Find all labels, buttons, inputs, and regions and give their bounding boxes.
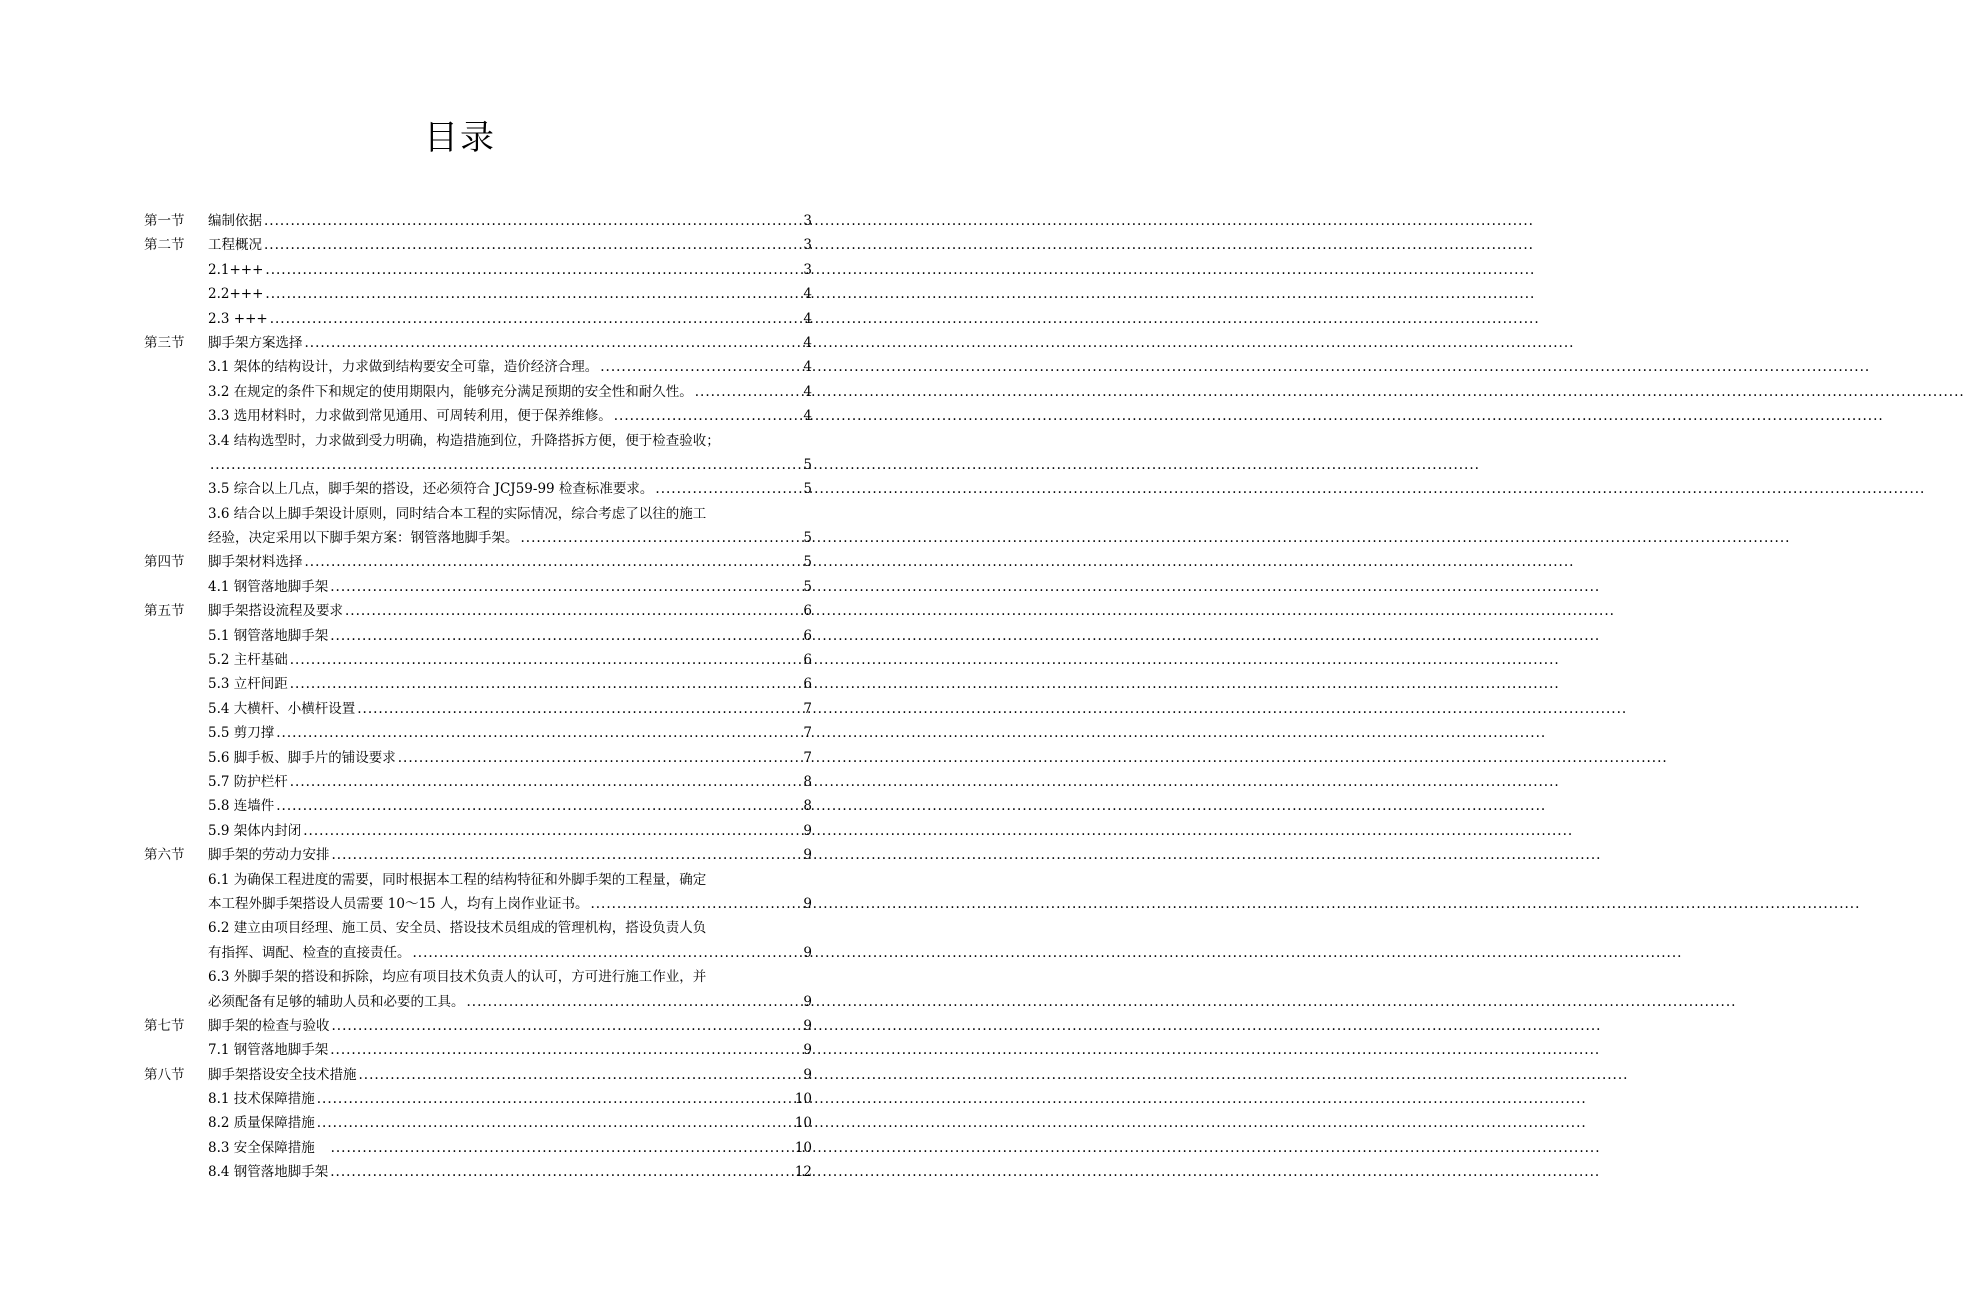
toc-leader-dots xyxy=(332,843,802,867)
toc-leader-dots xyxy=(303,819,801,843)
toc-entry-text: 8.3 安全保障措施 xyxy=(208,1139,315,1156)
toc-page-number: 4 xyxy=(803,359,812,376)
toc-subsection-entry[interactable] xyxy=(144,258,812,282)
toc-leader-dots xyxy=(210,453,801,477)
toc-entry-text: 脚手架的检查与验收 xyxy=(208,1017,330,1034)
toc-entry-text: 7.1 钢管落地脚手架 xyxy=(208,1042,329,1059)
toc-leader-dots xyxy=(270,307,802,331)
toc-subsection-entry[interactable] xyxy=(144,477,812,501)
toc-page-number: 9 xyxy=(803,1066,812,1083)
toc-section-entry[interactable] xyxy=(144,1014,812,1038)
toc-entry-continuation xyxy=(144,453,812,477)
toc-leader-dots xyxy=(359,1063,802,1087)
toc-leader-dots xyxy=(276,794,801,818)
toc-leader-dots xyxy=(330,1038,801,1062)
toc-page-number: 6 xyxy=(803,627,812,644)
toc-leader-dots xyxy=(521,526,802,550)
toc-entry-text: 5.1 钢管落地脚手架 xyxy=(208,627,329,644)
toc-entry-text: 6.2 建立由项目经理、施工员、安全员、搭设技术员组成的管理机构，搭设负责人负 xyxy=(208,920,707,937)
toc-entry-text: 8.1 技术保障措施 xyxy=(208,1091,315,1108)
toc-entry-text-continued: 有指挥、调配、检查的直接责任。 xyxy=(208,944,411,961)
toc-page-number: 7 xyxy=(803,725,812,742)
toc-subsection-entry[interactable] xyxy=(144,746,812,770)
page-title: 目录 xyxy=(424,118,496,158)
toc-page-number: 4 xyxy=(803,334,812,351)
toc-section-entry[interactable] xyxy=(144,233,812,257)
toc-subsection-entry[interactable] xyxy=(144,1111,812,1135)
toc-leader-dots xyxy=(413,941,802,965)
toc-section-number: 第三节 xyxy=(144,334,185,351)
toc-subsection-entry[interactable] xyxy=(144,819,812,843)
toc-entry-text: 6.3 外脚手架的搭设和拆除，均应有项目技术负责人的认可，方可进行施工作业，并 xyxy=(208,969,707,986)
toc-entry-text: 5.7 防护栏杆 xyxy=(208,773,288,790)
toc-leader-dots xyxy=(264,209,801,233)
toc-page-number: 7 xyxy=(803,700,812,717)
toc-leader-dots xyxy=(655,477,801,501)
toc-leader-dots xyxy=(265,282,801,306)
toc-page-number: 8 xyxy=(803,773,812,790)
toc-section-entry[interactable] xyxy=(144,599,812,623)
toc-leader-dots xyxy=(265,258,801,282)
toc-subsection-entry[interactable] xyxy=(144,502,812,526)
toc-entry-text: 5.6 脚手板、脚手片的铺设要求 xyxy=(208,749,396,766)
toc-leader-dots xyxy=(330,624,801,648)
toc-page-number: 5 xyxy=(803,554,812,571)
toc-page-number: 4 xyxy=(803,286,812,303)
toc-page-number: 9 xyxy=(803,847,812,864)
toc-subsection-entry[interactable] xyxy=(144,721,812,745)
toc-subsection-entry[interactable] xyxy=(144,1136,812,1160)
toc-page-number: 8 xyxy=(803,798,812,815)
toc-page-number: 6 xyxy=(803,676,812,693)
toc-leader-dots xyxy=(290,672,802,696)
toc-page-number: 5 xyxy=(803,481,812,498)
toc-leader-dots xyxy=(330,1160,793,1184)
toc-subsection-entry[interactable] xyxy=(144,380,812,404)
toc-entry-continuation xyxy=(144,990,812,1014)
toc-leader-dots xyxy=(695,380,802,404)
table-of-contents xyxy=(144,209,812,1185)
toc-page-number: 3 xyxy=(803,261,812,278)
toc-leader-dots xyxy=(357,697,801,721)
toc-page-number: 9 xyxy=(803,822,812,839)
toc-section-entry[interactable] xyxy=(144,209,812,233)
toc-subsection-entry[interactable] xyxy=(144,575,812,599)
toc-section-entry[interactable] xyxy=(144,843,812,867)
toc-subsection-entry[interactable] xyxy=(144,868,812,892)
toc-subsection-entry[interactable] xyxy=(144,672,812,696)
toc-leader-dots xyxy=(345,599,801,623)
toc-page-number: 9 xyxy=(803,1042,812,1059)
toc-entry-text: 脚手架的劳动力安排 xyxy=(208,847,330,864)
toc-page-number: 9 xyxy=(803,895,812,912)
toc-page-number: 4 xyxy=(803,383,812,400)
toc-entry-continuation xyxy=(144,526,812,550)
toc-leader-dots xyxy=(305,550,802,574)
toc-leader-dots xyxy=(317,1087,793,1111)
toc-subsection-entry[interactable] xyxy=(144,648,812,672)
toc-page-number: 4 xyxy=(803,310,812,327)
toc-page-number: 5 xyxy=(803,530,812,547)
toc-section-number: 第一节 xyxy=(144,213,185,229)
toc-leader-dots xyxy=(614,404,802,428)
toc-entry-text: 5.5 剪刀撑 xyxy=(208,725,275,742)
toc-entry-continuation xyxy=(144,892,812,916)
toc-page-number: 7 xyxy=(803,749,812,766)
toc-entry-text: 2.2+++ xyxy=(208,286,264,303)
toc-subsection-entry[interactable] xyxy=(144,1038,812,1062)
toc-entry-text: 3.2 在规定的条件下和规定的使用期限内，能够充分满足预期的安全性和耐久性。 xyxy=(208,383,693,400)
toc-entry-text: 8.2 质量保障措施 xyxy=(208,1115,315,1132)
toc-leader-dots xyxy=(264,233,801,257)
toc-page-number: 3 xyxy=(803,237,812,254)
toc-entry-text: 3.4 结构选型时，力求做到受力明确，构造措施到位，升降搭拆方便，便于检查验收； xyxy=(208,432,720,449)
toc-entry-text: 5.9 架体内封闭 xyxy=(208,822,302,839)
toc-subsection-entry[interactable] xyxy=(144,1160,812,1184)
toc-section-entry[interactable] xyxy=(144,1063,812,1087)
toc-subsection-entry[interactable] xyxy=(144,429,812,453)
toc-page-number: 9 xyxy=(803,1017,812,1034)
toc-section-entry[interactable] xyxy=(144,550,812,574)
toc-subsection-entry[interactable] xyxy=(144,965,812,989)
toc-page-number: 10 xyxy=(794,1091,812,1108)
toc-subsection-entry[interactable] xyxy=(144,355,812,379)
toc-subsection-entry[interactable] xyxy=(144,307,812,331)
toc-entry-text: 脚手架方案选择 xyxy=(208,334,303,351)
toc-leader-dots xyxy=(467,990,802,1014)
toc-entry-text-continued: 必须配备有足够的辅助人员和必要的工具。 xyxy=(208,993,465,1010)
toc-page-number: 5 xyxy=(803,578,812,595)
toc-page-number: 12 xyxy=(794,1164,812,1181)
toc-entry-text: 脚手架搭设安全技术措施 xyxy=(208,1066,357,1083)
toc-leader-dots xyxy=(590,892,801,916)
toc-leader-dots xyxy=(276,721,801,745)
toc-section-number: 第八节 xyxy=(144,1066,185,1083)
toc-section-number: 第四节 xyxy=(144,554,185,571)
toc-leader-dots xyxy=(600,355,801,379)
toc-page-number: 10 xyxy=(794,1115,812,1132)
toc-subsection-entry[interactable] xyxy=(144,624,812,648)
toc-leader-dots xyxy=(317,1111,793,1135)
toc-entry-continuation xyxy=(144,941,812,965)
toc-page-number: 9 xyxy=(803,944,812,961)
toc-leader-dots xyxy=(290,648,802,672)
toc-entry-text: 5.3 立杆间距 xyxy=(208,676,288,693)
toc-leader-dots xyxy=(332,1014,802,1038)
toc-section-number: 第六节 xyxy=(144,847,185,864)
toc-entry-text-continued: 经验，决定采用以下脚手架方案：钢管落地脚手架。 xyxy=(208,530,519,547)
toc-section-entry[interactable] xyxy=(144,331,812,355)
toc-entry-text: 4.1 钢管落地脚手架 xyxy=(208,578,329,595)
toc-entry-text: 3.5 综合以上几点，脚手架的搭设，还必须符合 JCJ59-99 检查标准要求。 xyxy=(208,481,654,498)
toc-subsection-entry[interactable] xyxy=(144,404,812,428)
toc-page-number: 10 xyxy=(794,1139,812,1156)
toc-section-number: 第二节 xyxy=(144,237,185,254)
toc-page-number: 9 xyxy=(803,993,812,1010)
toc-entry-text: 编制依据 xyxy=(208,213,262,229)
toc-leader-dots xyxy=(290,770,802,794)
toc-subsection-entry[interactable] xyxy=(144,697,812,721)
toc-page-number: 3 xyxy=(803,213,812,229)
toc-subsection-entry[interactable] xyxy=(144,916,812,940)
toc-page-number: 6 xyxy=(803,652,812,669)
toc-entry-text: 2.1+++ xyxy=(208,261,264,278)
toc-entry-text: 3.3 选用材料时，力求做到常见通用、可周转利用，便于保养维修。 xyxy=(208,408,612,425)
toc-subsection-entry[interactable] xyxy=(144,794,812,818)
toc-entry-text: 8.4 钢管落地脚手架 xyxy=(208,1164,329,1181)
toc-entry-text: 6.1 为确保工程进度的需要，同时根据本工程的结构特征和外脚手架的工程量，确定 xyxy=(208,871,707,888)
toc-page-number: 5 xyxy=(803,456,812,473)
toc-entry-text: 5.8 连墙件 xyxy=(208,798,275,815)
toc-leader-dots xyxy=(305,331,802,355)
toc-section-number: 第五节 xyxy=(144,603,185,620)
toc-leader-dots xyxy=(330,575,801,599)
toc-subsection-entry[interactable] xyxy=(144,282,812,306)
toc-entry-text: 工程概况 xyxy=(208,237,262,254)
toc-entry-text: 3.6 结合以上脚手架设计原则，同时结合本工程的实际情况，综合考虑了以往的施工 xyxy=(208,505,707,522)
toc-entry-text: 2.3 +++ xyxy=(208,310,268,327)
toc-leader-dots xyxy=(331,1136,793,1160)
toc-subsection-entry[interactable] xyxy=(144,770,812,794)
toc-entry-text: 脚手架搭设流程及要求 xyxy=(208,603,343,620)
toc-entry-text: 脚手架材料选择 xyxy=(208,554,303,571)
toc-section-number: 第七节 xyxy=(144,1017,185,1034)
toc-subsection-entry[interactable] xyxy=(144,1087,812,1111)
toc-entry-text: 5.2 主杆基础 xyxy=(208,652,288,669)
toc-page-number: 6 xyxy=(803,603,812,620)
toc-page-number: 4 xyxy=(803,408,812,425)
toc-entry-text: 3.1 架体的结构设计，力求做到结构要安全可靠，造价经济合理。 xyxy=(208,359,599,376)
toc-entry-text-continued: 本工程外脚手架搭设人员需要 10～15 人，均有上岗作业证书。 xyxy=(208,895,589,912)
toc-entry-text: 5.4 大横杆、小横杆设置 xyxy=(208,700,356,717)
toc-leader-dots xyxy=(398,746,802,770)
